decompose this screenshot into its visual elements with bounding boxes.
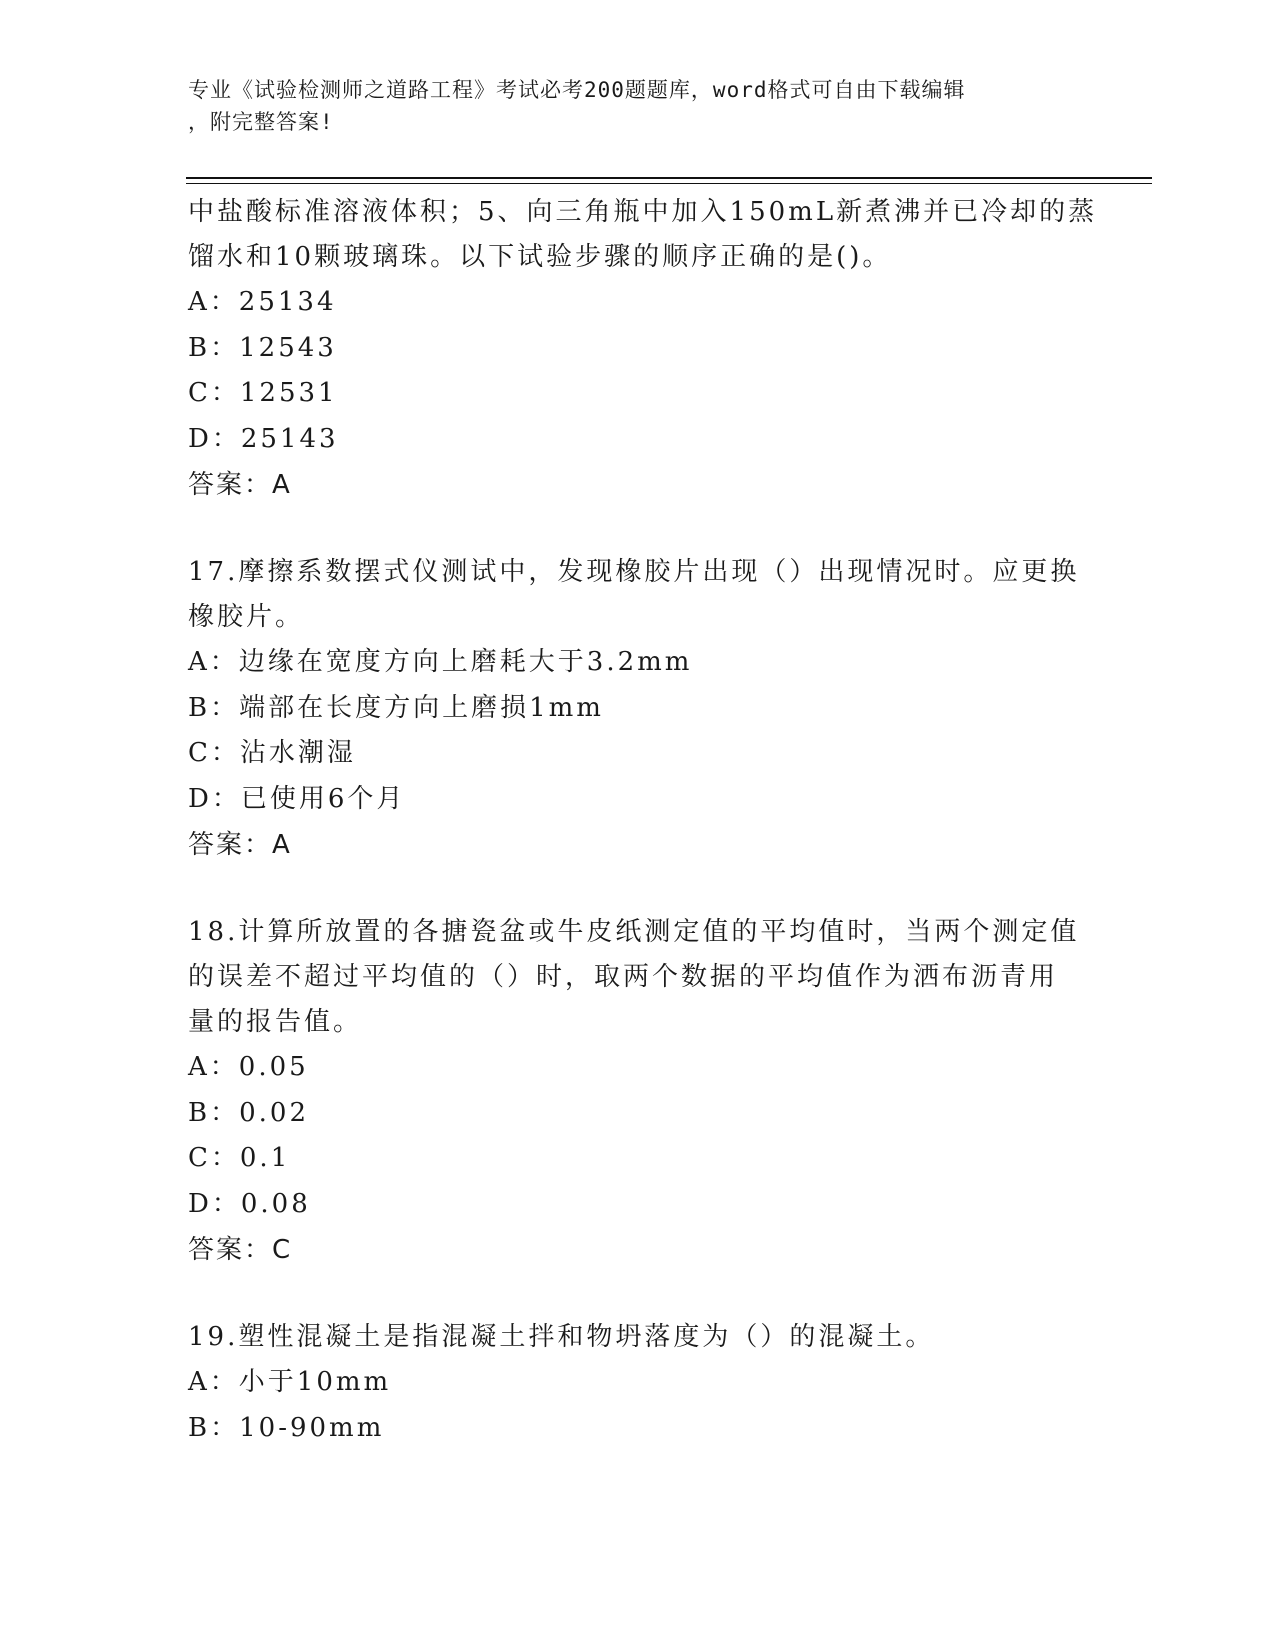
question-list — [188, 190, 1098, 1451]
option-d: D：0.08 — [188, 1188, 311, 1219]
document-header — [188, 74, 1088, 138]
option-b: B：0.02 — [188, 1097, 309, 1128]
option-b: B：12543 — [188, 332, 337, 363]
header-divider-thick — [186, 177, 1152, 179]
question-16 — [188, 190, 1098, 508]
question-stem-line: 量的报告值。 — [188, 1007, 363, 1037]
option-a: A：边缘在宽度方向上磨耗大于3.2mm — [188, 647, 693, 677]
option-a: A：小于10mm — [188, 1367, 392, 1397]
option-c: C：沾水潮湿 — [188, 738, 356, 768]
question-stem-line: 19.塑性混凝土是指混凝土拌和物坍落度为（）的混凝土。 — [188, 1322, 935, 1352]
question-stem-line: 的误差不超过平均值的（）时，取两个数据的平均值作为洒布沥青用 — [188, 962, 1059, 992]
header-title-line-1: 专业《试验检测师之道路工程》考试必考200题题库，word格式可自由下载编辑 — [188, 78, 966, 102]
option-d: D：已使用6个月 — [188, 783, 406, 814]
option-b: B：端部在长度方向上磨损1mm — [188, 692, 604, 723]
answer-line: 答案：C — [188, 1235, 293, 1265]
question-stem-line: 橡胶片。 — [188, 602, 305, 632]
option-d: D：25143 — [188, 423, 339, 454]
spacer — [188, 1273, 1088, 1315]
spacer — [188, 508, 1088, 550]
option-c: C：0.1 — [188, 1143, 291, 1173]
option-c: C：12531 — [188, 378, 338, 408]
answer-line: 答案：A — [188, 830, 292, 860]
spacer — [188, 868, 1088, 910]
option-a: A：25134 — [188, 287, 337, 317]
answer-line: 答案：A — [188, 470, 292, 500]
question-stem-line: 18.计算所放置的各搪瓷盆或牛皮纸测定值的平均值时，当两个测定值 — [188, 917, 1080, 947]
question-18 — [188, 910, 1088, 1273]
option-b: B：10-90mm — [188, 1412, 385, 1443]
header-title-line-2: ，附完整答案! — [188, 110, 334, 134]
question-stem-line: 17.摩擦系数摆式仪测试中，发现橡胶片出现（）出现情况时。应更换 — [188, 557, 1080, 587]
question-19 — [188, 1315, 1088, 1451]
header-divider-thin — [186, 183, 1152, 184]
question-stem-line: 中盐酸标准溶液体积；5、向三角瓶中加入150mL新煮沸并已冷却的蒸 — [188, 197, 1098, 227]
option-a: A：0.05 — [188, 1052, 309, 1082]
question-stem-line: 馏水和10颗玻璃珠。以下试验步骤的顺序正确的是()。 — [188, 242, 892, 272]
question-17 — [188, 550, 1088, 868]
